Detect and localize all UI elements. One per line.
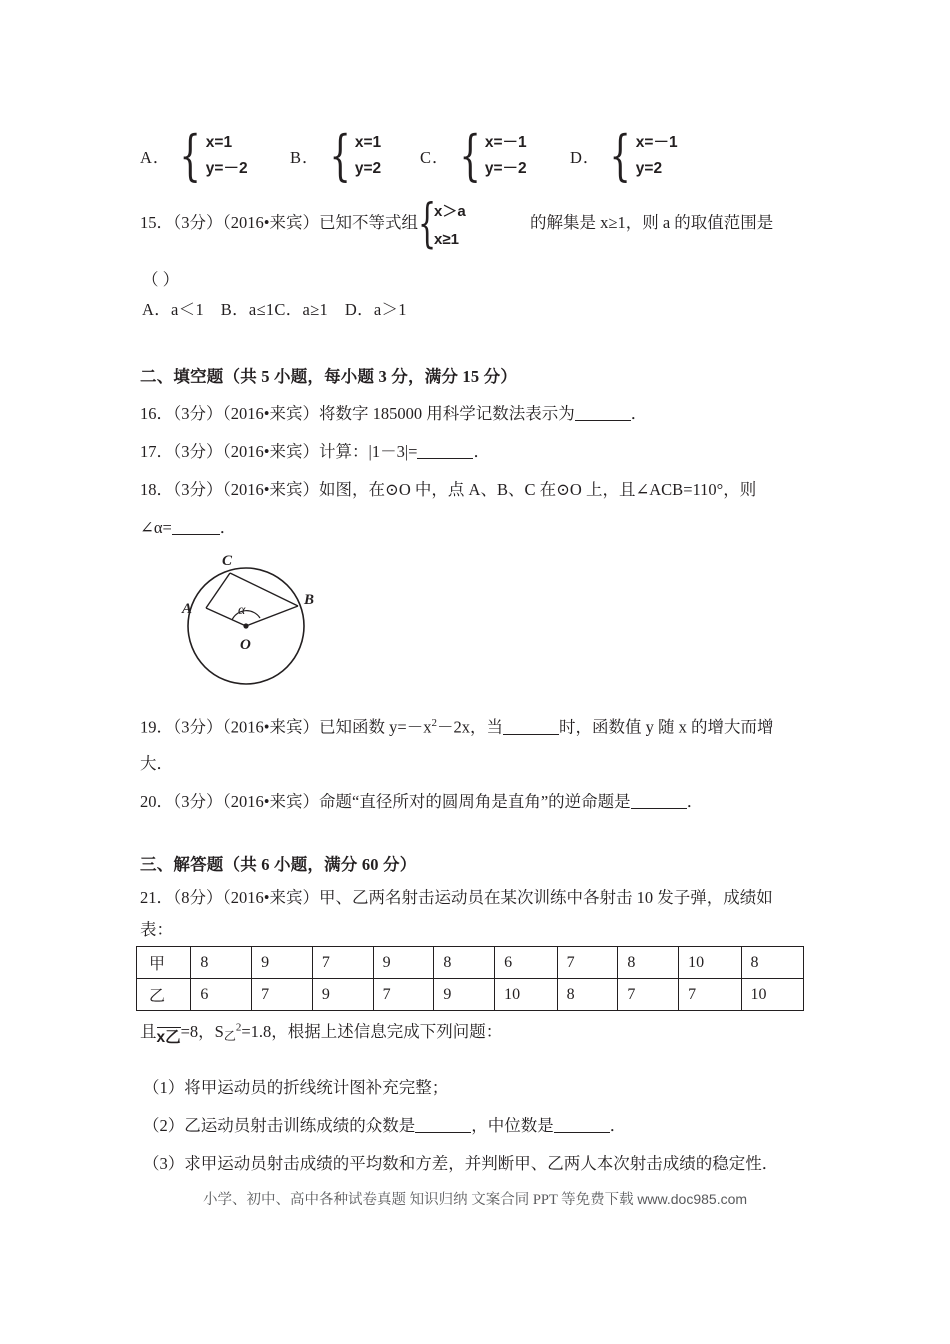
option-c-equations [485,130,527,182]
question16-text: 将数字 185000 用科学记数法表示为 [319,404,575,423]
option-b[interactable] [290,118,381,194]
question19-answer-blank[interactable] [503,720,559,735]
question15-points: （3分） [173,213,223,232]
stats-superscript: 2 [235,1021,242,1034]
question17-number: 17． [140,442,173,461]
question20-answer-blank[interactable] [631,794,687,809]
question18-source: （2016•来宾） [222,480,320,499]
cell-yi-7: 8 [557,979,618,1011]
question16-number: 16． [140,404,173,423]
label-c: C [222,553,233,569]
question17-text: 计算：|1－3|= [319,442,418,461]
circle-diagram-svg [168,548,348,693]
question21-sub3: （3）求甲运动员射击成绩的平均数和方差，并判断甲、乙两人本次射击成绩的稳定性． [143,1154,779,1173]
question18-line2 [140,520,236,537]
option-b-equations [355,130,381,182]
question21-text: 甲、乙两名射击运动员在某次训练中各射击 10 发子弹，成绩如 [319,888,773,907]
option-a-eq1: x=1 [205,134,233,151]
stats-mid: =8，S [180,1022,224,1041]
sub2-period: ． [609,1116,627,1135]
question15-stem-after: 的解集是 x≥1，则 a 的取值范围是 [530,213,774,232]
segment-cb [230,573,298,606]
row-header-yi: 乙 [137,979,191,1011]
brace-icon: { [609,124,632,187]
question15-source: （2016•来宾） [222,213,320,232]
cell-yi-2: 7 [252,979,313,1011]
question18-text: 如图，在⊙O 中，点 A、B、C 在⊙O 上，且∠ACB=110°，则 [319,480,757,499]
section-3-heading: 三、解答题（共 6 小题，满分 60 分） [140,855,417,874]
question17-points: （3分） [173,442,223,461]
option-c-label: C． [420,148,450,167]
question21-source: （2016•来宾） [222,888,320,907]
option-c[interactable] [420,118,527,194]
question19-source: （2016•来宾） [222,717,320,737]
cell-jia-9: 10 [679,947,741,979]
question19-number: 19． [140,717,173,737]
question20 [140,794,703,811]
option-d[interactable] [570,118,678,194]
cell-yi-4: 7 [373,979,434,1011]
question15-answer-paren: （ ） [142,270,180,289]
cell-jia-4: 9 [373,947,434,979]
cell-jia-1: 8 [191,947,252,979]
question18-points: （3分） [173,480,223,499]
sub2-mode-blank[interactable] [415,1118,471,1133]
option-c-eq2: y=－2 [484,160,527,177]
footer-text: 小学、初中、高中各种试卷真题 知识归纳 文案合同 PPT 等免费下载 [202,1192,634,1208]
question21-line1 [140,890,773,907]
question19-text-before: 已知函数 y=－x [319,717,432,737]
label-a: A [182,601,193,617]
x-bar-yi: x乙 [156,1029,181,1046]
option-d-label: D． [570,148,601,167]
brace-icon: { [179,124,202,187]
question18-answer-blank[interactable] [172,520,220,535]
question15-options[interactable]: A．a＜1 B．a≤1C．a≥1 D．a＞1 [142,300,407,319]
question15-stem-before: 已知不等式组 [319,213,419,232]
option-a-eq2: y=－2 [205,160,248,177]
question16-answer-blank[interactable] [575,406,631,421]
cell-jia-2: 9 [252,947,313,979]
sub2-text-mid: ，中位数是 [471,1116,554,1135]
question14-options [140,118,820,194]
table-row [137,979,804,1011]
question18-alpha-label: ∠α= [140,518,172,537]
stats-tail: =1.8，根据上述信息完成下列问题： [241,1022,503,1041]
table-row [137,947,804,979]
question19-text-mid: －2x，当 [436,717,503,737]
question17 [140,444,490,461]
option-d-equations [636,130,678,182]
question16-period: ． [630,404,648,423]
question15-stem [140,194,774,254]
stats-prefix: 且 [140,1022,157,1041]
question19-exponent: 2 [431,717,437,729]
question20-period: ． [686,792,704,811]
question17-period: ． [473,442,490,461]
cell-jia-10: 8 [741,947,803,979]
question15-number: 15． [140,213,173,232]
sub2-median-blank[interactable] [554,1118,610,1133]
question17-source: （2016•来宾） [222,442,320,461]
question21-points: （8分） [173,888,223,907]
option-c-eq1: x=－1 [484,134,527,151]
cell-yi-10: 10 [741,979,803,1011]
option-b-eq1: x=1 [354,134,382,151]
segment-ac [206,573,230,608]
circle-figure [168,548,348,693]
cell-yi-6: 10 [495,979,557,1011]
question19-text-after: 时，函数值 y 随 x 的增大而增 [558,717,774,737]
question16 [140,406,647,423]
inequality-equations [434,198,466,254]
question19-line2: 大． [140,754,173,773]
cell-yi-9: 7 [679,979,741,1011]
question20-source: （2016•来宾） [222,792,320,811]
brace-icon: { [329,124,351,187]
question16-points: （3分） [173,404,223,423]
cell-jia-7: 7 [557,947,618,979]
score-table [136,946,804,1011]
cell-yi-5: 9 [434,979,495,1011]
label-alpha: α [238,603,246,618]
question17-answer-blank[interactable] [417,444,473,459]
segment-ob [246,606,298,626]
question21-sub1: （1）将甲运动员的折线统计图补充完整； [143,1078,449,1097]
label-b: B [304,592,315,608]
option-a-equations [206,130,248,182]
option-a-label: A． [140,148,171,167]
option-d-eq2: y=2 [635,160,663,177]
question21-line2: 表： [140,920,173,939]
question18-number: 18． [140,480,173,499]
question16-source: （2016•来宾） [222,404,320,423]
question20-text: 命题“直径所对的圆周角是直角”的逆命题是 [319,792,631,811]
row-header-jia: 甲 [137,947,191,979]
question18-period: ． [219,518,237,537]
question19-line1 [140,718,773,736]
sub2-text-before: （2）乙运动员射击训练成绩的众数是 [143,1116,416,1135]
option-b-eq2: y=2 [354,160,382,177]
question21-stats [140,1021,503,1046]
brace-icon: { [459,124,481,187]
footer-watermark [0,1188,950,1209]
cell-jia-3: 7 [312,947,373,979]
cell-jia-8: 8 [618,947,679,979]
label-o: O [240,637,251,653]
cell-yi-1: 6 [191,979,252,1011]
footer-url[interactable]: www.doc985.com [637,1191,748,1207]
question21-number: 21． [140,888,173,907]
cell-yi-8: 7 [618,979,679,1011]
question19-points: （3分） [173,717,223,737]
cell-jia-6: 6 [495,947,557,979]
question20-number: 20． [140,792,173,811]
question18-line1 [140,482,756,499]
inequality-line1: x＞a [434,203,466,220]
center-point-o [243,623,248,628]
question20-points: （3分） [173,792,223,811]
option-d-eq1: x=－1 [635,134,678,151]
cell-jia-5: 8 [434,947,495,979]
option-a[interactable] [140,118,248,194]
brace-icon: { [418,194,437,254]
cell-yi-3: 9 [312,979,373,1011]
option-b-label: B． [290,148,320,167]
section-2-heading: 二、填空题（共 5 小题，每小题 3 分，满分 15 分） [140,367,518,386]
angle-alpha-arc [232,611,260,620]
inequality-line2: x≥1 [434,231,459,248]
question21-sub2 [143,1118,626,1135]
stats-subscript: 乙 [223,1029,236,1043]
